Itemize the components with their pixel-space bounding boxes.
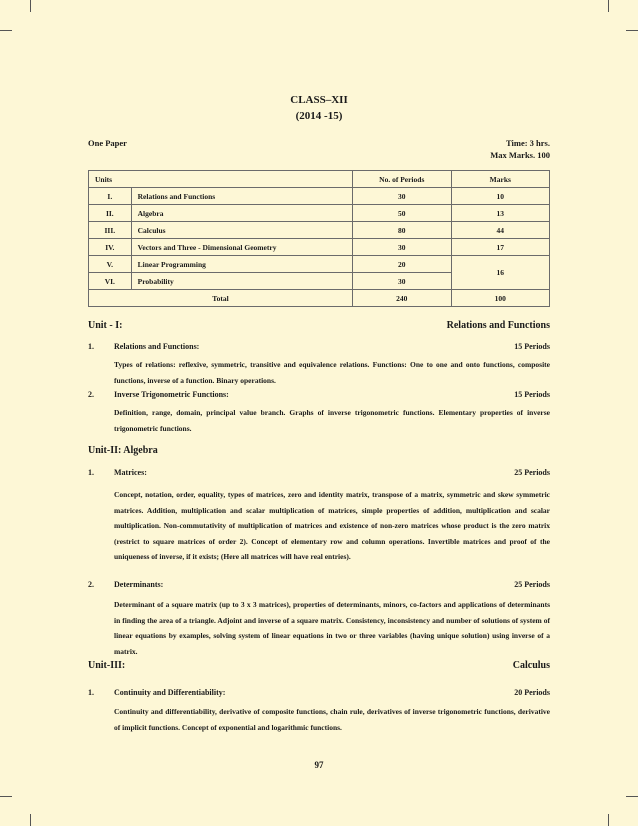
- topic-description: Continuity and differentiability, derivative of composite functions, chain rule, derivatives of inverse trigonometric functions, derivative of implicit functions. Concept of exponential and logarithmic functions.: [114, 707, 550, 732]
- topic-number: 1.: [88, 468, 94, 477]
- unit-marks: 13: [451, 205, 549, 222]
- table-row: [89, 256, 550, 273]
- topic-number: 2.: [88, 580, 94, 589]
- unit-marks-combined: 16: [451, 256, 549, 290]
- unit-topic: Probability: [131, 273, 352, 290]
- topic-description: Definition, range, domain, principal value branch. Graphs of inverse trigonometric functions. Elementary properties of inverse trigonometric functions.: [114, 408, 550, 433]
- unit-heading-right: Relations and Functions: [446, 320, 550, 331]
- unit-topic: Vectors and Three - Dimensional Geometry: [131, 239, 352, 256]
- max-marks-label: Max Marks. 100: [490, 150, 550, 160]
- header-marks: Marks: [451, 171, 549, 188]
- total-periods: 240: [352, 290, 451, 307]
- header-units: Units: [89, 171, 353, 188]
- unit-topic: Linear Programming: [131, 256, 352, 273]
- topic-title: Continuity and Differentiability:: [114, 688, 226, 697]
- topic-description: Determinant of a square matrix (up to 3 x 3 matrices), properties of determinants, minors, co-factors and applications of determinants in finding the area of a triangle. Adjoint and inverse of a square matrix. Consistency, inconsistency and number of solutions of system of linear equations by examples, solving system of linear equations in two or three variables (having unique solution) using inverse of a matrix.: [114, 600, 550, 656]
- unit-topic: Calculus: [131, 222, 352, 239]
- table-header-row: [89, 171, 550, 188]
- table-total-row: [89, 290, 550, 307]
- year-label: (2014 -15): [295, 110, 343, 122]
- topic-description: Types of relations: reflexive, symmetric, transitive and equivalence relations. Functions: One to one and onto functions, composite functions, inverse of a function. Binary operations.: [114, 360, 550, 385]
- header-periods: No. of Periods: [352, 171, 451, 188]
- unit-number: II.: [89, 205, 132, 222]
- crop-mark: [30, 814, 31, 826]
- unit-number: I.: [89, 188, 132, 205]
- topic-title: Matrices:: [114, 468, 147, 477]
- unit-heading-right: Calculus: [512, 660, 550, 671]
- table-row: [89, 239, 550, 256]
- table-row: [89, 188, 550, 205]
- topic-number: 1.: [88, 342, 94, 351]
- unit-number: IV.: [89, 239, 132, 256]
- unit-number: III.: [89, 222, 132, 239]
- units-table: [88, 170, 550, 307]
- unit-number: VI.: [89, 273, 132, 290]
- unit-periods: 50: [352, 205, 451, 222]
- topic-title: Inverse Trigonometric Functions:: [114, 390, 229, 399]
- unit-topic: Algebra: [131, 205, 352, 222]
- unit-marks: 10: [451, 188, 549, 205]
- topic-periods: 25 Periods: [514, 580, 550, 589]
- topic-number: 2.: [88, 390, 94, 399]
- topic-number: 1.: [88, 688, 94, 697]
- topic-title: Determinants:: [114, 580, 164, 589]
- unit-heading-left: Unit-III:: [88, 660, 126, 671]
- total-label: Total: [89, 290, 353, 307]
- crop-mark: [0, 796, 12, 797]
- page-number: 97: [314, 760, 324, 770]
- unit-topic: Relations and Functions: [131, 188, 352, 205]
- unit-periods: 20: [352, 256, 451, 273]
- topic-periods: 25 Periods: [514, 468, 550, 477]
- table-row: [89, 205, 550, 222]
- topic-title: Relations and Functions:: [114, 342, 200, 351]
- unit-heading: [88, 320, 550, 331]
- topic-description: Concept, notation, order, equality, types of matrices, zero and identity matrix, transpose of a matrix, symmetric and skew symmetric matrices. Addition, multiplication and scalar multiplication of matrices, simple properties of addition, multiplication and scalar multiplication. Non-commutativity of multiplication of matrices and existence of non-zero matrices whose product is the zero matrix (restrict to square matrices of order 2). Concept of elementary row and column operations. Invertible matrices and proof of the uniqueness of inverse, if it exists; (Here all matrices will have real entries).: [114, 490, 550, 561]
- table-row: [89, 222, 550, 239]
- unit-marks: 17: [451, 239, 549, 256]
- crop-mark: [30, 0, 31, 12]
- unit-number: V.: [89, 256, 132, 273]
- unit-heading: [88, 660, 550, 671]
- class-title: CLASS–XII: [290, 94, 348, 106]
- time-label: Time: 3 hrs.: [506, 138, 550, 148]
- unit-heading-left: Unit - I:: [88, 320, 123, 331]
- paper-label: One Paper: [88, 138, 127, 148]
- crop-mark: [608, 0, 609, 12]
- total-marks: 100: [451, 290, 549, 307]
- crop-mark: [0, 30, 12, 31]
- topic-periods: 15 Periods: [514, 390, 550, 399]
- crop-mark: [608, 814, 609, 826]
- unit-marks: 44: [451, 222, 549, 239]
- unit-heading: [88, 445, 550, 456]
- topic-periods: 15 Periods: [514, 342, 550, 351]
- unit-periods: 30: [352, 188, 451, 205]
- unit-heading-left: Unit-II: Algebra: [88, 445, 158, 456]
- topic-periods: 20 Periods: [514, 688, 550, 697]
- crop-mark: [626, 796, 638, 797]
- unit-periods: 80: [352, 222, 451, 239]
- unit-periods: 30: [352, 273, 451, 290]
- crop-mark: [626, 30, 638, 31]
- unit-periods: 30: [352, 239, 451, 256]
